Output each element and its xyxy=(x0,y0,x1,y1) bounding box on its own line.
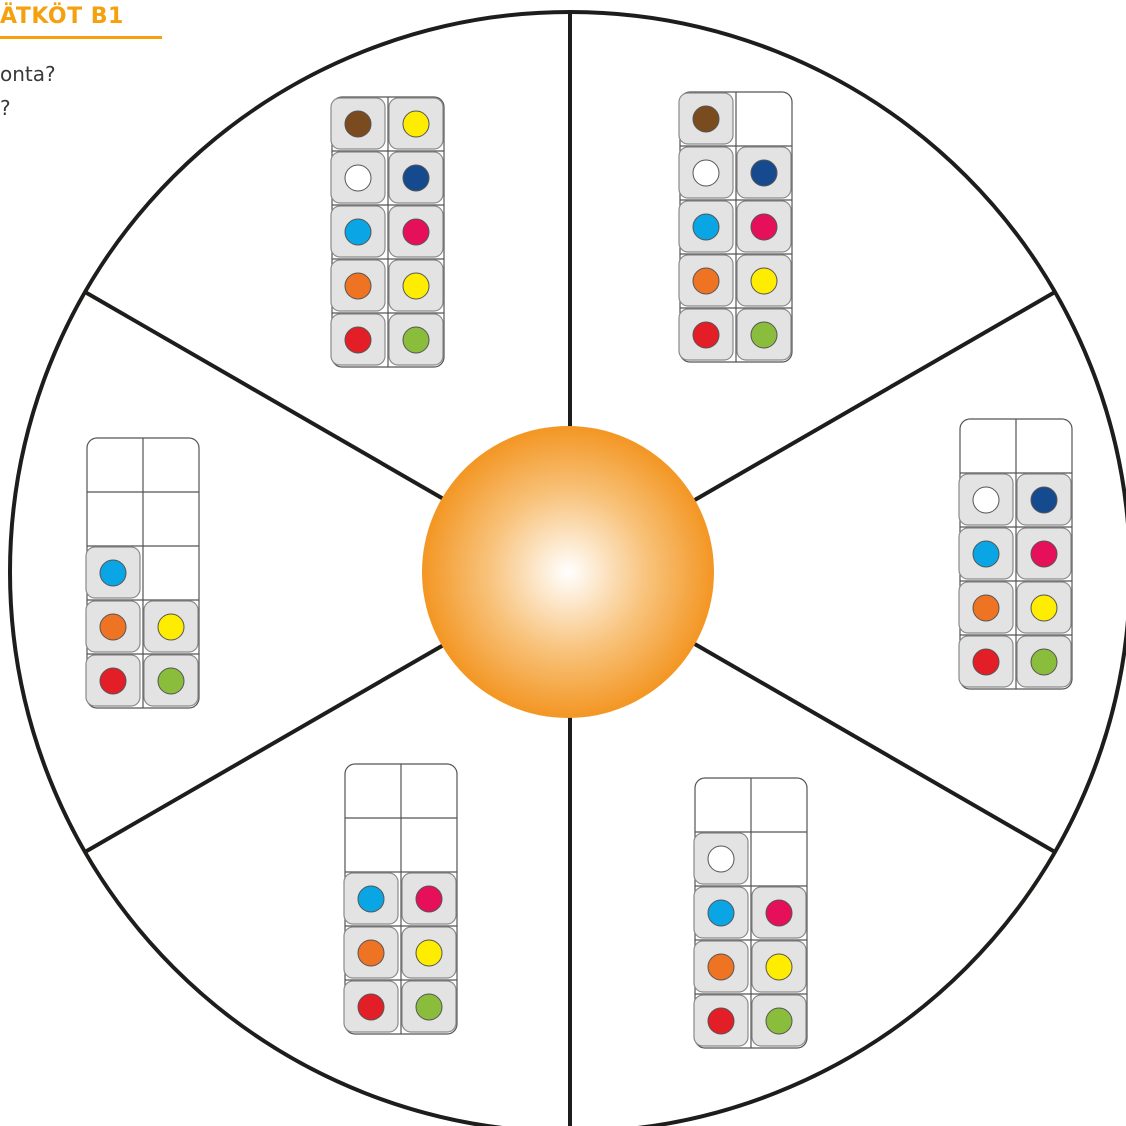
cube-dot-orange xyxy=(100,614,126,640)
cube-dot-cyan xyxy=(345,219,371,245)
cube-dot-white xyxy=(345,165,371,191)
cube-dot-yellow xyxy=(751,268,777,294)
cube-dot-orange xyxy=(708,954,734,980)
question-line-1: onta? xyxy=(0,62,56,86)
cube-dot-green xyxy=(403,327,429,353)
cube-dot-pink xyxy=(751,214,777,240)
cube-dot-yellow xyxy=(1031,595,1057,621)
cube-dot-yellow xyxy=(416,940,442,966)
cube-dot-cyan xyxy=(358,886,384,912)
cube-dot-red xyxy=(708,1008,734,1034)
tower-bottom-left xyxy=(344,764,457,1034)
tower-left xyxy=(86,438,199,708)
tower-top-left xyxy=(331,97,444,367)
cube-dot-pink xyxy=(416,886,442,912)
cube-dot-cyan xyxy=(100,560,126,586)
cube-dot-yellow xyxy=(403,273,429,299)
cube-dot-green xyxy=(1031,649,1057,675)
worksheet-title: ÄTKÖT B1 xyxy=(0,4,124,29)
cube-dot-yellow xyxy=(766,954,792,980)
cube-dot-brown xyxy=(345,111,371,137)
cube-dot-orange xyxy=(973,595,999,621)
cube-dot-navy xyxy=(1031,487,1057,513)
cube-dot-cyan xyxy=(708,900,734,926)
cube-dot-cyan xyxy=(973,541,999,567)
cube-dot-orange xyxy=(693,268,719,294)
cube-dot-orange xyxy=(345,273,371,299)
cube-dot-green xyxy=(416,994,442,1020)
cube-dot-red xyxy=(100,668,126,694)
tower-right xyxy=(959,419,1072,689)
tower-bottom-right xyxy=(694,778,807,1048)
cube-dot-navy xyxy=(403,165,429,191)
cube-dot-green xyxy=(158,668,184,694)
cube-dot-pink xyxy=(766,900,792,926)
cube-dot-brown xyxy=(693,106,719,132)
cube-dot-yellow xyxy=(158,614,184,640)
cube-dot-white xyxy=(973,487,999,513)
cube-dot-white xyxy=(693,160,719,186)
cube-dot-orange xyxy=(358,940,384,966)
tower-top-right xyxy=(679,92,792,362)
cube-dot-cyan xyxy=(693,214,719,240)
cube-dot-yellow xyxy=(403,111,429,137)
cube-dot-red xyxy=(358,994,384,1020)
cube-dot-red xyxy=(973,649,999,675)
cube-dot-red xyxy=(693,322,719,348)
cube-dot-white xyxy=(708,846,734,872)
cube-dot-green xyxy=(766,1008,792,1034)
cube-dot-navy xyxy=(751,160,777,186)
cube-dot-green xyxy=(751,322,777,348)
cube-dot-pink xyxy=(1031,541,1057,567)
cube-dot-pink xyxy=(403,219,429,245)
center-hub xyxy=(422,426,714,718)
question-line-2: ? xyxy=(0,96,11,120)
cube-dot-red xyxy=(345,327,371,353)
